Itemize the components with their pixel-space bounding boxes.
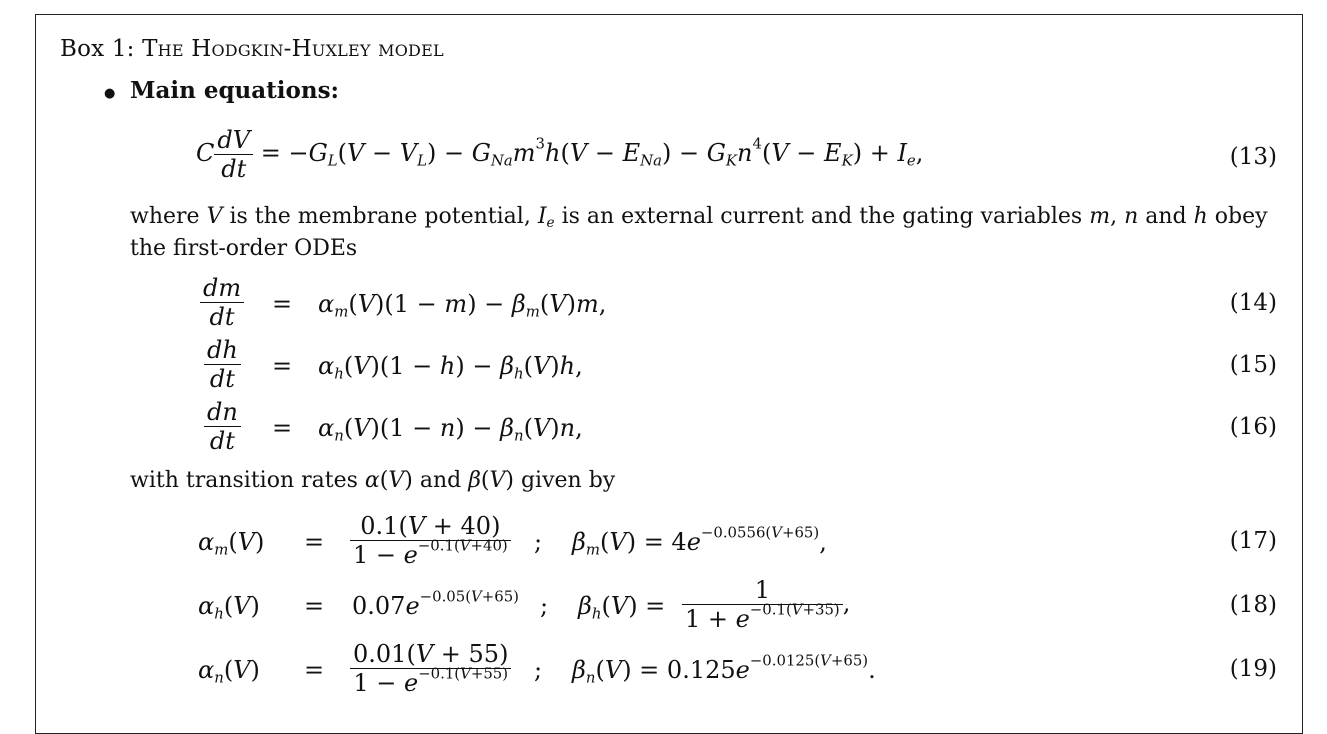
equation-16-eq: =: [272, 414, 293, 442]
equation-13: [196, 126, 923, 183]
box-title-text: The Hodgkin-Huxley model: [142, 36, 444, 62]
box-prefix: Box 1:: [60, 36, 143, 62]
equation-17-eq: =: [304, 528, 325, 556]
eq16-den: dt: [204, 426, 241, 455]
equation-18-beta-frac: $\frac{1}{1 + e^{-0.1(V+35)}}$ ,: [682, 576, 850, 633]
equation-16-lhs: [204, 398, 241, 455]
equation-18-lhs: $\alpha_h(V)$: [198, 592, 260, 623]
equation-19-lhs: $\alpha_n(V)$: [198, 656, 260, 687]
equation-16-rhs: $\alpha_n(V)(1 - n) - \beta_n(V)n$,: [318, 414, 583, 445]
equation-number-13: (13): [1229, 144, 1277, 170]
eq13-rhs: = $-G_L(V - V_L) - G_{Na}m^3h(V - E_{Na}) - G_Kn^4(V - E_K) + I_e$,: [260, 134, 924, 170]
equation-18-eq: =: [304, 592, 325, 620]
equation-number-19: (19): [1229, 656, 1277, 682]
eq13-den: dt: [214, 154, 253, 183]
eq18-beta-num: 1: [754, 576, 770, 604]
eq13-capacitance: C: [196, 139, 215, 167]
equation-number-16: (16): [1229, 414, 1277, 440]
equation-14-eq: =: [272, 290, 293, 318]
section-heading: Main equations:: [130, 77, 340, 104]
eq14-den: dt: [200, 302, 244, 331]
equation-19-beta: $\beta_n(V) = 0.125e^{-0.0125(V+65)}$.: [572, 651, 876, 687]
equation-15-eq: =: [272, 352, 293, 380]
equation-15-rhs: $\alpha_h(V)(1 - h) - \beta_h(V)h$,: [318, 352, 583, 383]
prose-line-1: where V is the membrane potential, $I_e$ is an external current and the gating variables m, n and h obey: [130, 204, 1268, 232]
eq13-derivative: [214, 126, 253, 183]
bullet-icon: ●: [104, 86, 116, 101]
equation-17-lhs: $\alpha_m(V)$: [198, 528, 265, 559]
equation-17-sep: ;: [534, 528, 543, 556]
prose-line-3: with transition rates α(V) and β(V) given by: [130, 468, 616, 493]
equation-14-rhs: $\alpha_m(V)(1 - m) - \beta_m(V)m$,: [318, 290, 607, 321]
equation-17-beta: $\beta_m(V) = 4e^{-0.0556(V+65)}$,: [572, 523, 827, 559]
equation-number-18: (18): [1229, 592, 1277, 618]
eq14-num: dm: [203, 274, 242, 302]
eq16-num: dn: [207, 398, 238, 426]
eq15-den: dt: [204, 364, 241, 393]
equation-19-eq: =: [304, 656, 325, 684]
equation-18-beta-lhs: $\beta_h(V)$ =: [578, 592, 666, 623]
equation-number-17: (17): [1229, 528, 1277, 554]
equation-18-sep: ;: [540, 592, 549, 620]
equation-15-lhs: [204, 336, 241, 393]
equation-19-alpha: $\frac{0.01(V + 55)}{1 - e^{-0.1(V+55)}}$: [350, 640, 511, 697]
eq18-tail: ,: [842, 589, 851, 617]
eq13-num: dV: [217, 126, 251, 154]
box-title: [60, 36, 444, 62]
prose-line-2: the first-order ODEs: [130, 236, 358, 261]
eq15-num: dh: [207, 336, 238, 364]
equation-19-sep: ;: [534, 656, 543, 684]
equation-14-lhs: [200, 274, 244, 331]
equation-17-alpha: $\frac{0.1(V + 40)}{1 - e^{-0.1(V+40)}}$: [350, 512, 511, 569]
equation-number-15: (15): [1229, 352, 1277, 378]
equation-18-alpha: $0.07e^{-0.05(V+65)}$: [352, 587, 519, 620]
equation-number-14: (14): [1229, 290, 1277, 316]
